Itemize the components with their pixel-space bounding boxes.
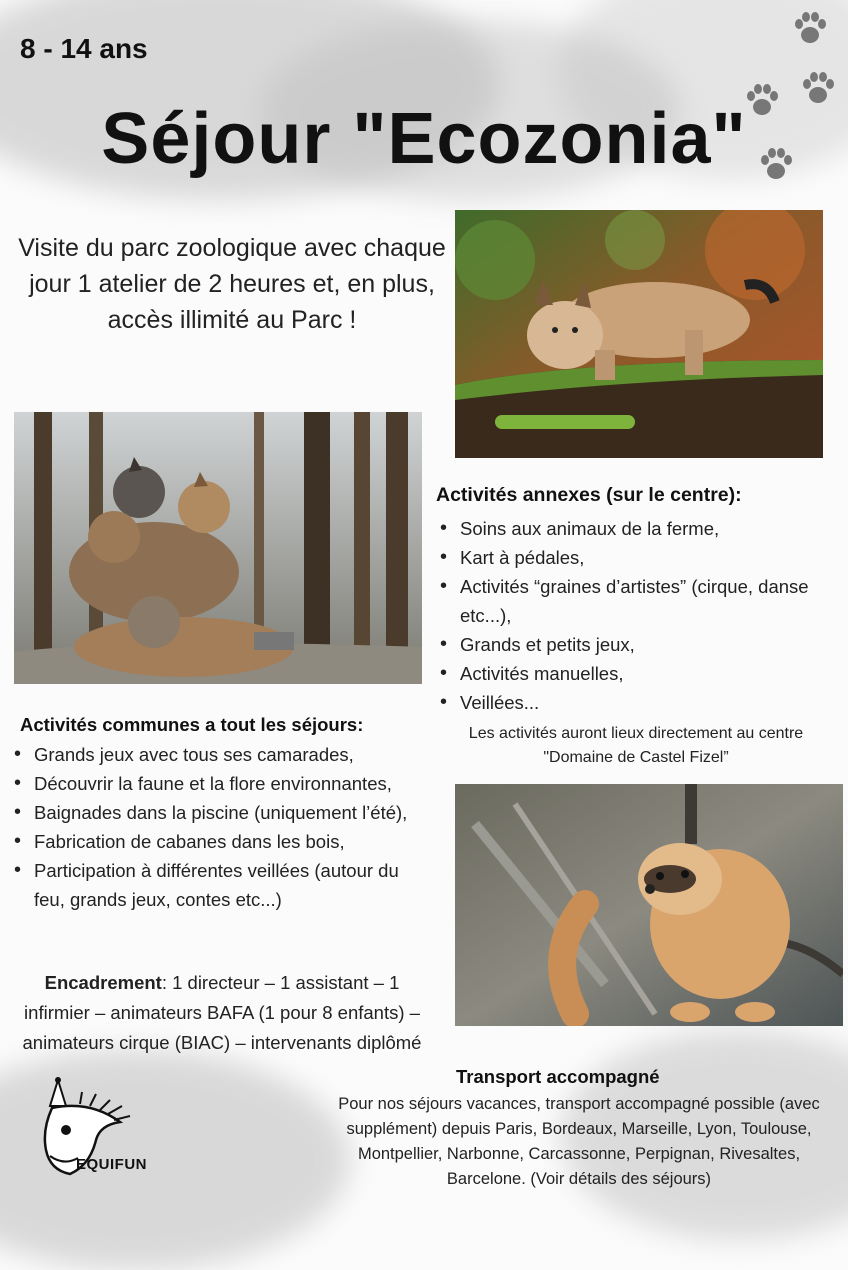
list-item: • Grands jeux avec tous ses camarades, — [12, 740, 422, 769]
list-item: • Activités manuelles, — [438, 659, 838, 688]
wolves-photo — [14, 412, 422, 684]
list-item: • Fabrication de cabanes dans les bois, — [12, 827, 422, 856]
encadrement-label: Encadrement — [44, 972, 162, 993]
transport-heading: Transport accompagné — [456, 1066, 660, 1087]
logo-text: EQUIFUN — [76, 1156, 147, 1173]
list-item: • Participation à différentes veillées (autour du feu, grands jeux, contes etc...) — [12, 856, 422, 914]
transport-text: Pour nos séjours vacances, transport accompagné possible (avec supplément) depuis Paris, Bordeaux, Marseille, Lyon, Toulouse, Montpellier, Narbonne, Carcassonne, Perpignan, Rivesaltes, Barcelone. (Voir détails des séjours) — [338, 1095, 820, 1188]
equifun-logo — [30, 1070, 190, 1190]
list-item: • Découvrir la faune et la flore environnantes, — [12, 769, 422, 798]
encadrement-text: : 1 directeur – 1 assistant – 1 infirmier – animateurs BAFA (1 pour 8 enfants) – animateurs cirque (BIAC) – intervenants diplômé — [22, 972, 422, 1053]
annexes-heading: Activités annexes (sur le centre): — [436, 484, 742, 506]
list-item: • Kart à pédales, — [438, 543, 838, 572]
annexes-note-line1: Les activités auront lieux directement au centre — [468, 725, 804, 742]
page-title: Séjour "Ecozonia" — [101, 99, 747, 179]
list-item: • Grands et petits jeux, — [438, 630, 838, 659]
annexes-note-line2: "Domaine de Castel Fizel” — [543, 749, 729, 766]
list-item: • Soins aux animaux de la ferme, — [438, 514, 838, 543]
paw-print-icon — [790, 8, 830, 48]
communes-list — [12, 740, 422, 914]
marten-photo — [455, 784, 843, 1026]
list-item: • Baignades dans la piscine (uniquement l’été), — [12, 798, 422, 827]
list-item: • Activités “graines d’artistes” (cirque, danse etc...), — [438, 572, 838, 630]
encadrement-block — [16, 968, 428, 1058]
annexes-list — [438, 514, 838, 717]
intro-text: Visite du parc zoologique avec chaque jour 1 atelier de 2 heures et, en plus, accès illimité au Parc ! — [18, 234, 446, 334]
lynx-photo — [455, 210, 823, 458]
list-item: • Veillées... — [438, 688, 838, 717]
age-range: 8 - 14 ans — [20, 33, 148, 64]
communes-heading: Activités communes a tout les séjours: — [20, 714, 364, 735]
